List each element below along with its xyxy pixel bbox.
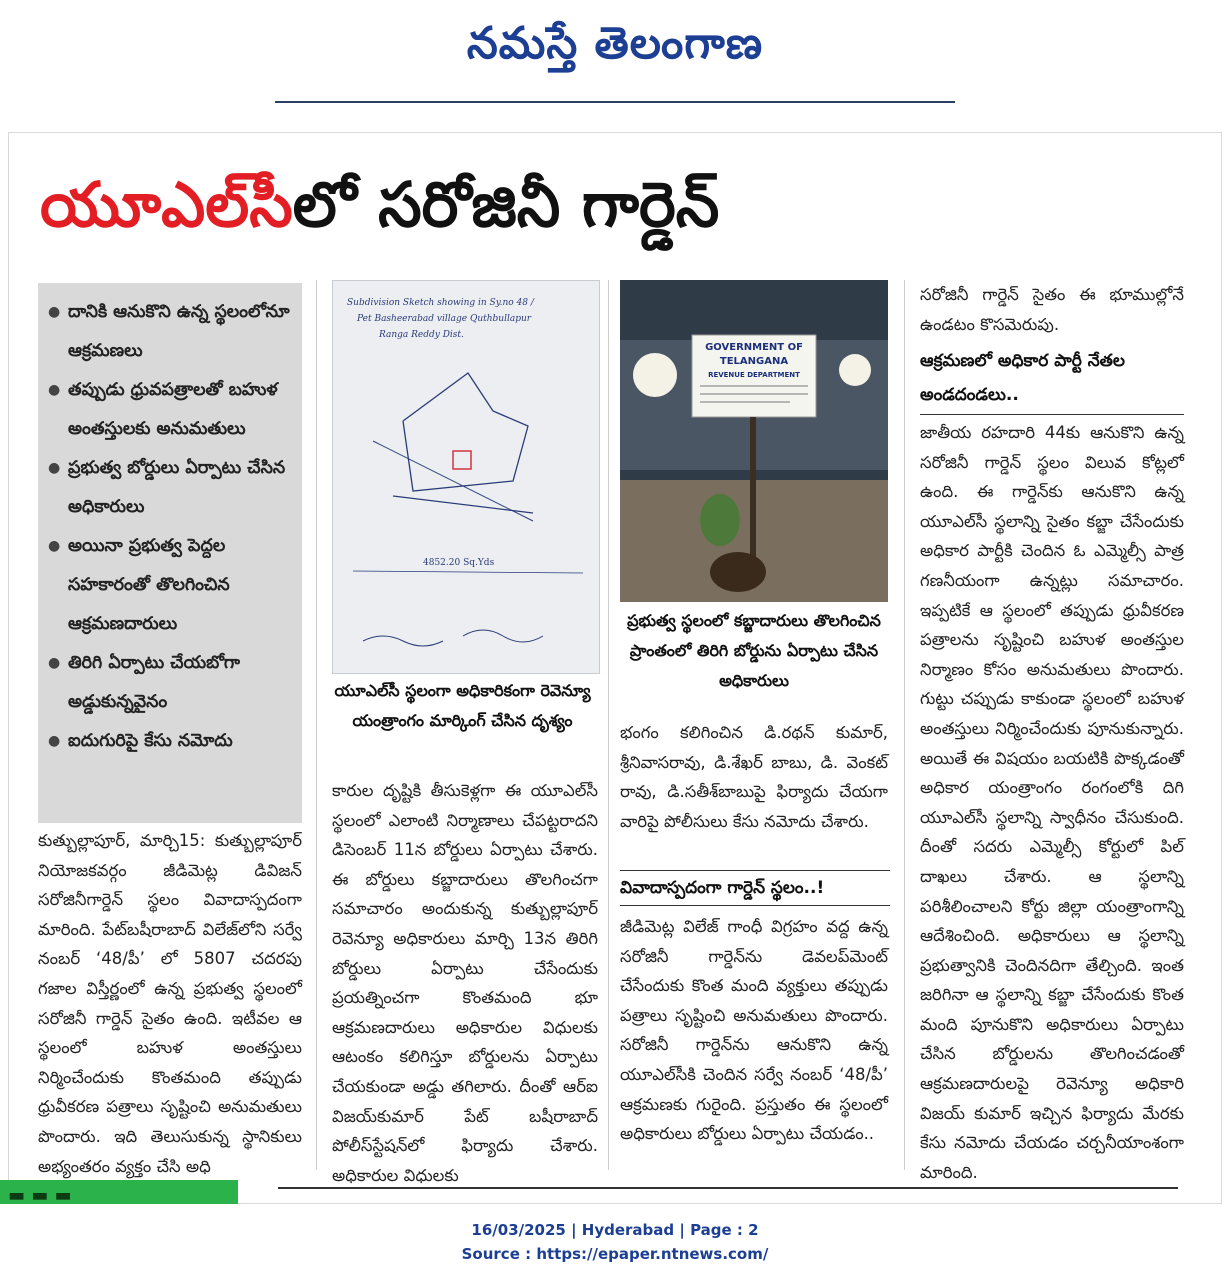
survey-sketch-drawing [333, 281, 599, 673]
column-1-paragraph: కుత్బుల్లాపూర్, మార్చి15: కుత్బుల్లాపూర్ నియోజకవర్గం జీడిమెట్ల డివిజన్ సరోజినీగార్డెన్ స్థలం వివాదాస్పదంగా మారింది. పేట్‌బషీరాబాద్ విలేజ్‌లోని సర్వే నంబర్ ‘48/పీ’ లో 5807 చదరపు గజాల విస్తీర్ణంలో ఉన్న ప్రభుత్వ స్థలంలో సరోజినీ గార్డెన్ సైతం ఉంది. ఇటీవల ఆ స్థలంలో బహుళ అంతస్తులు నిర్మించేందుకు కొంతమంది తప్పుడు ధ్రువీకరణ పత్రాలు సృష్టించి అనుమతులు పొందారు. ఇది తెలుసుకున్న స్థానికులు అభ్యంతరం వ్యక్తం చేసి అధి [38, 831, 302, 1176]
footer-date-line: 16/03/2025 | Hyderabad | Page : 2 [471, 1221, 759, 1239]
highlight-item: ● ఐదుగురిపై కేసు నమోదు [48, 722, 296, 761]
survey-sketch-photo [332, 280, 600, 674]
column-2-text [332, 776, 598, 1185]
highlight-item: ● అయినా ప్రభుత్వ పెద్దల సహకారంతో తొలగించిన ఆక్రమణదారులు [48, 527, 296, 644]
column-4-text-b [920, 418, 1184, 1182]
sketch-area-label: 4852.20 Sq.Yds [423, 558, 495, 568]
highlights-box [38, 283, 302, 823]
column-3-paragraph-b: జీడిమెట్ల విలేజ్ గాంధీ విగ్రహం వద్ద ఉన్న సరోజినీ గార్డెన్‌ను డెవలప్‌మెంట్ చేసేందుకు కొంత మంది వ్యక్తులు తప్పుడు పత్రాలు సృష్టించి అనుమతులు పొందారు. సరోజినీ గార్డెన్‌ను ఆనుకొని ఉన్న యూఎల్‌సీకి చెందిన సర్వే నంబర్ ‘48/పీ’ ఆక్రమణకు గురైంది. ప్రస్తుతం ఈ స్థలంలో అధికారులు బోర్డులు ఏర్పాటు చేయడం.. [620, 917, 888, 1144]
next-article-tab-glyph: ▬ ▬ ▬ [8, 1185, 72, 1206]
headline-red-part: యూఎల్‌సీ [40, 168, 293, 241]
sketch-caption [320, 676, 605, 736]
board-line-3: REVENUE DEPARTMENT [708, 371, 800, 379]
board-line-2: TELANGANA [719, 356, 789, 367]
column-divider [316, 280, 317, 1170]
board-caption [616, 606, 892, 696]
revenue-board-photo [620, 280, 888, 602]
column-3-paragraph-a: భంగం కలిగించిన డి.రథన్ కుమార్, శ్రీనివాసరావు, డి.శేఖర్ బాబు, డి. వెంకట్ రావు, డి.సతీశ్‌బాబుపై ఫిర్యాదు చేయగా వారిపై పోలీసులు కేసు నమోదు చేశారు. [620, 723, 888, 831]
column-1-text [38, 826, 302, 1176]
masthead-rule [275, 101, 955, 103]
page-footer [0, 1218, 1230, 1266]
column-4-paragraph-a: సరోజినీ గార్డెన్ సైతం ఈ భూముల్లోనే ఉండటం కొసమెరుపు. [920, 285, 1184, 334]
column-divider [608, 280, 609, 1170]
sketch-line-2: Pet Basheerabad village Quthbullapur [357, 314, 532, 324]
column-2-paragraph: కారుల దృష్టికి తీసుకెళ్లగా ఈ యూఎల్‌సీ స్థలంలో ఎలాంటి నిర్మాణాలు చేపట్టరాదని డిసెంబర్ 11న బోర్డులు ఏర్పాటు చేశారు. ఈ బోర్డులు కబ్జాదారులు తొలగించగా సమాచారం అందుకున్న కుత్బుల్లాపూర్ రెవెన్యూ అధికారులు మార్చి 13న తిరిగి బోర్డులు ఏర్పాటు చేసేందుకు ప్రయత్నించగా కొంతమంది భూ ఆక్రమణదారులు అధికారుల విధులకు ఆటంకం కలిగిస్తూ బోర్డులను ఏర్పాటు చేయకుండా అడ్డు తగిలారు. దీంతో ఆర్ఐ విజయ్‌కుమార్ పేట్ బషీరాబాద్ పోలీస్‌స్టేషన్‌లో ఫిర్యాదు చేశారు. అధికారుల విధులకు [332, 781, 598, 1185]
board-line-1: GOVERNMENT OF [705, 342, 803, 353]
sketch-line-3: Ranga Reddy Dist. [379, 330, 464, 340]
board-caption-text: ప్రభుత్వ స్థలంలో కబ్జాదారులు తొలగించిన ప్రాంతంలో తిరిగి బోర్డును ఏర్పాటు చేసిన అధికారులు [627, 611, 881, 690]
column-3-text-a [620, 718, 888, 858]
footer-source-line[interactable]: Source : https://epaper.ntnews.com/ [461, 1245, 769, 1263]
sketch-caption-text: యూఎల్‌సీ స్థలంగా అధికారికంగా రెవెన్యూ యంత్రాంగం మార్కింగ్ చేసిన దృశ్యం [334, 681, 591, 730]
column-3-text-b [620, 912, 888, 1174]
highlight-item: ● తిరిగి ఏర్పాటు చేయబోగా అడ్డుకున్నవైనం [48, 644, 296, 722]
subhead-disputed-garden: వివాదాస్పదంగా గార్డెన్ స్థలం..! [620, 870, 890, 906]
column-divider [904, 280, 905, 1170]
subhead-ruling-party-support: ఆక్రమణలో అధికార పార్టీ నేతల అండదండలు.. [920, 344, 1184, 415]
bottom-rule [278, 1187, 1178, 1189]
newspaper-logo: నమస్తే తెలంగాణ [466, 18, 764, 69]
revenue-board-scene [620, 280, 888, 602]
next-article-tab [0, 1180, 238, 1204]
headline-black-part: లో సరోజినీ గార్డెన్ [292, 168, 720, 241]
highlight-item: ● దానికి ఆనుకొని ఉన్న స్థలంలోనూ ఆక్రమణలు [48, 293, 296, 371]
column-4-paragraph-b: జాతీయ రహదారి 44కు ఆనుకొని ఉన్న సరోజినీ గార్డెన్ స్థలం విలువ కోట్లలో ఉంది. ఈ గార్డెన్‌కు ఆనుకొని ఉన్న యూఎల్‌సీ స్థలాన్ని సైతం కబ్జా చేసేందుకు అధికార పార్టీకి చెందిన ఓ ఎమ్మెల్సీ పాత్ర గణనీయంగా ఉన్నట్లు సమాచారం. ఇప్పటికే ఆ స్థలంలో తప్పుడు ధ్రువీకరణ పత్రాలను సృష్టించి బహుళ అంతస్తుల నిర్మాణం కోసం అనుమతులు పొందారు. గుట్టు చప్పుడు కాకుండా స్థలంలో బహుళ అంతస్తులు నిర్మించేందుకు పూనుకున్నారు. అయితే ఈ విషయం బయటికి పొక్కడంతో అధికార యంత్రాంగం రంగంలోకి దిగి యూఎల్‌సీ స్థలాన్ని స్వాధీనం చేసుకుంది. దీంతో సదరు ఎమ్మెల్సీ కోర్టులో పిల్ దాఖలు చేశారు. ఆ స్థలాన్ని పరిశీలించాలని కోర్టు జిల్లా యంత్రాంగాన్ని ఆదేశించింది. అధికారులు ఆ స్థలాన్ని ప్రభుత్వానికి చెందినదిగా తేల్చింది. ఇంత జరిగినా ఆ స్థలాన్ని కబ్జా చేసేందుకు కొంత మంది పూనుకొని అధికారులు ఏర్పాటు చేసిన బోర్డులను తొలగించడంతో ఆక్రమణదారులపై రెవెన్యూ అధికారి విజయ్ కుమార్ ఇచ్చిన ఫిర్యాదు మేరకు కేసు నమోదు చేయడం చర్చనీయాంశంగా మారింది. [920, 423, 1184, 1182]
highlight-item: ● తప్పుడు ధ్రువపత్రాలతో బహుళ అంతస్తులకు అనుమతులు [48, 371, 296, 449]
column-4-text-a [920, 280, 1184, 340]
highlight-item: ● ప్రభుత్వ బోర్డులు ఏర్పాటు చేసిన అధికారులు [48, 449, 296, 527]
masthead [0, 0, 1230, 104]
sketch-line-1: Subdivision Sketch showing in Sy.no 48 / [347, 298, 534, 308]
headline [40, 150, 1200, 260]
